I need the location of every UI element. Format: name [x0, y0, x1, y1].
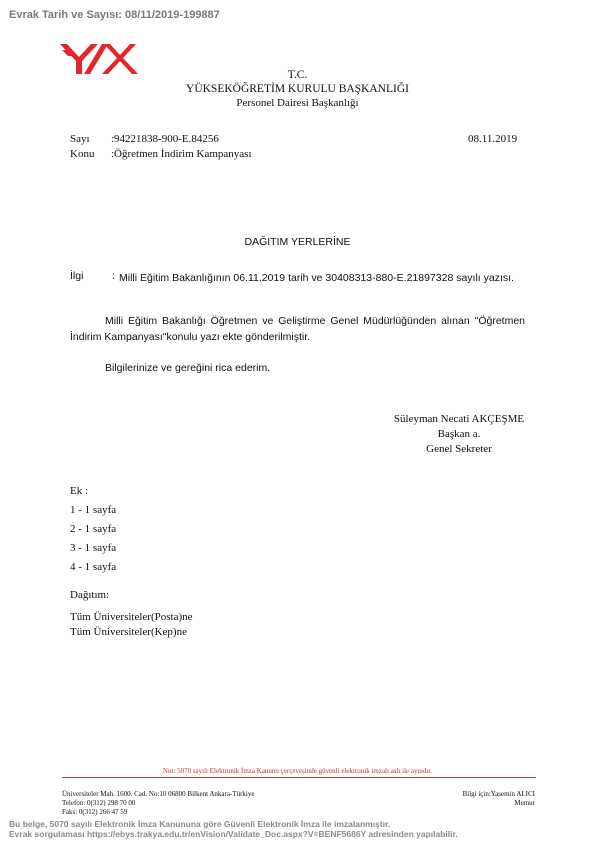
e-signature-stamp: Bu belge, 5070 sayılı Elektronik İmza Kanununa göre Güvenli Elektronik İmza ile imzalanmıştır. [9, 819, 391, 829]
konu-value: :Öğretmen İndirim Kampanyası [111, 148, 252, 160]
konu-label: Konu [70, 148, 95, 160]
signatory-title-2: Genel Sekreter [426, 443, 492, 455]
distribution-item: Tüm Üniversiteler(Posta)ne [70, 611, 193, 623]
footer-signature-note: Not: 5070 sayılı Elektronik İmza Kanunu çerçevesinde güvenli elektronik imzalı aslı ile aynıdır. [162, 767, 433, 775]
ilgi-colon: : [112, 270, 115, 282]
distribution-item: Tüm Üniversiteler(Kep)ne [70, 626, 187, 638]
footer-address: Üniversiteler Mah. 1600. Cad. No:10 06800 Bilkent Ankara-Türkiye [62, 790, 255, 798]
ilgi-label: İlgi [70, 270, 84, 282]
ilgi-text: Milli Eğitim Bakanlığının 06.11.2019 tarih ve 30408313-880-E.21897328 sayılı yazısı. [119, 272, 514, 284]
signatory-title-1: Başkan a. [437, 428, 481, 440]
signatory-name: Süleyman Necati AKÇEŞME [393, 413, 525, 425]
recipient-heading: DAĞITIM YERLERİNE [244, 236, 351, 248]
header-organization: YÜKSEKÖĞRETİM KURULU BAŞKANLIĞI [186, 83, 409, 95]
document-date-number-stamp: Evrak Tarih ve Sayısı: 08/11/2019-199887 [9, 9, 220, 21]
header-tc: T.C. [287, 69, 308, 81]
attachment-item: 4 - 1 sayfa [70, 561, 117, 573]
body-closing: Bilgilerinize ve gereğini rica ederim. [105, 362, 271, 374]
footer-phone: Telefon: 0(312) 298 70 00 [62, 799, 136, 807]
verification-url-stamp: Evrak sorgulaması https://ebys.trakya.edu.tr/enVision/Validate_Doc.aspx?V=BENF5686Y adresinden yapılabilir. [9, 829, 458, 839]
document-date: 08.11.2019 [468, 133, 518, 145]
footer-info-role: Memur [514, 799, 535, 807]
attachment-item: 2 - 1 sayfa [70, 523, 117, 535]
footer-divider [62, 777, 536, 778]
sayi-label: Sayı [70, 133, 90, 145]
attachment-item: 3 - 1 sayfa [70, 542, 117, 554]
attachment-item: 1 - 1 sayfa [70, 504, 117, 516]
footer-fax: Faks: 0(312) 266 47 59 [62, 808, 128, 816]
distribution-label: Dağıtım: [70, 589, 110, 601]
attachments-label: Ek : [70, 485, 89, 497]
body-paragraph: Milli Eğitim Bakanlığı Öğretmen ve Geliştirme Genel Müdürlüğünden alınan "Öğretmen İndirim Kampanyası"konulu yazı ekte gönderilmiştir. [70, 315, 525, 343]
footer-info-contact: Bilgi için:Yasemin ALICI [462, 790, 535, 798]
sayi-value: :94221838-900-E.84256 [111, 133, 219, 145]
header-department: Personel Dairesi Başkanlığı [236, 97, 359, 109]
